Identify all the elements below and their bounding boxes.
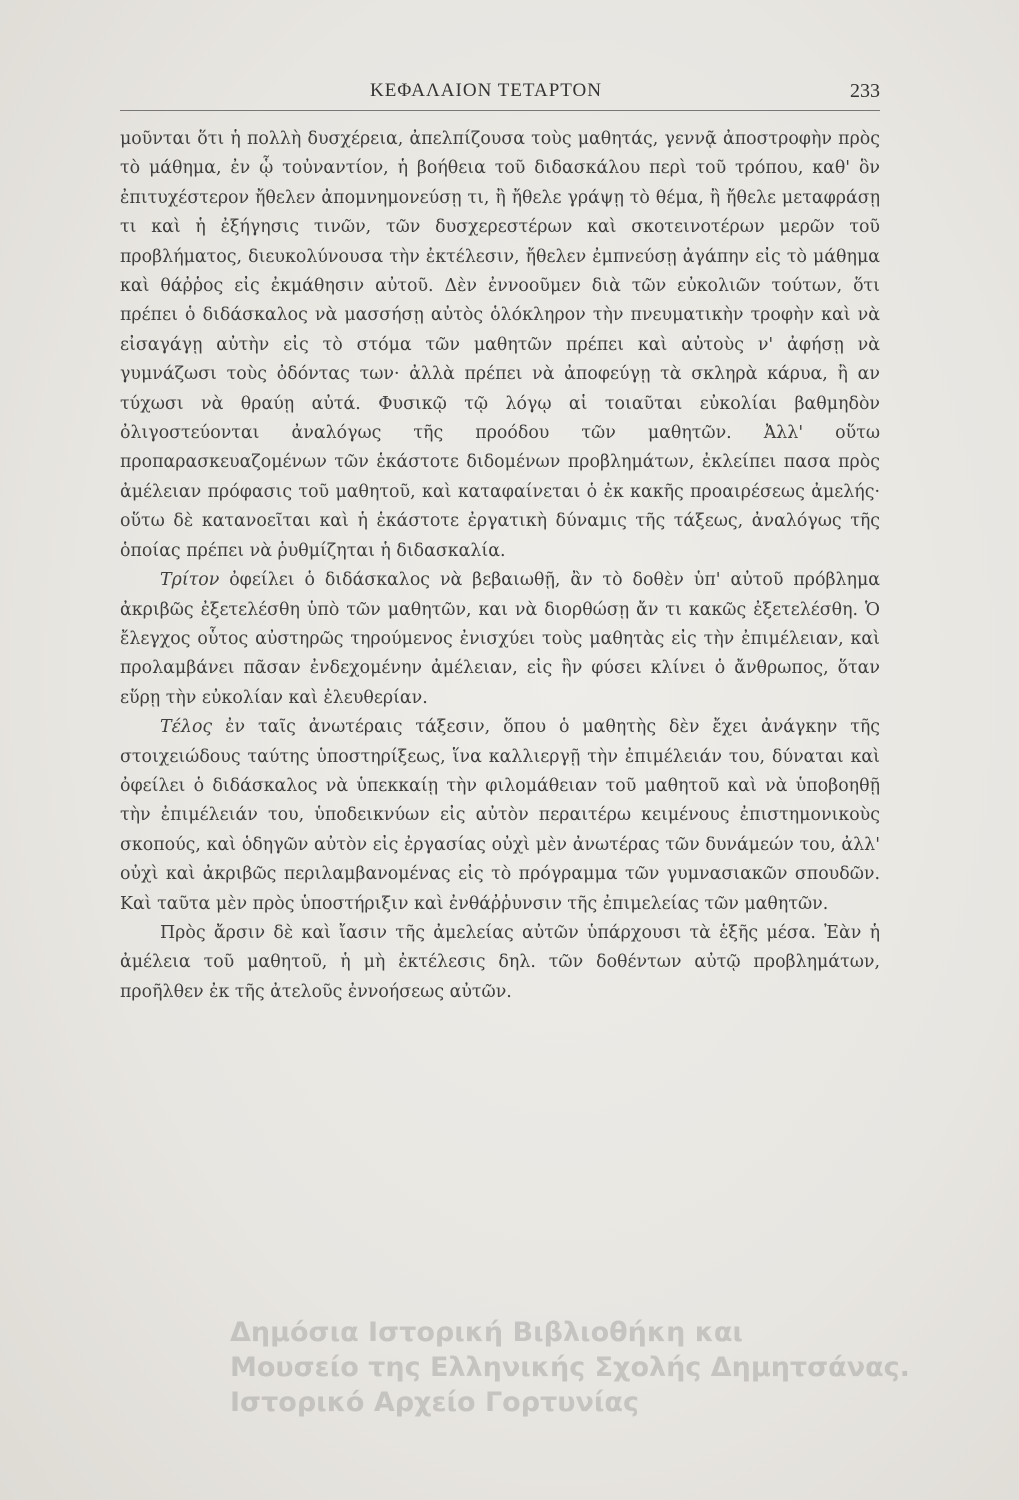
paragraph-third	[120, 566, 880, 713]
paragraph-finally	[120, 713, 880, 919]
paragraph-text: ὀφείλει ὁ διδάσκαλος νὰ βεβαιωθῇ, ἂν τὸ δοθὲν ὑπ' αὐτοῦ πρόβλημα ἀκριβῶς ἐξετελέσθη ὑπὸ τῶν μαθητῶν, και νὰ διορθώσῃ ἄν τι κακῶς ἐξετελέσθη. Ὁ ἔλεγχος οὗτος αὐστηρῶς τηρούμενος ἐνισχύει τοὺς μαθητὰς εἰς τὴν ἐπιμέλειαν, καὶ προλαμβάνει πᾶσαν ἐνδεχομένην ἀμέλειαν, εἰς ἣν φύσει κλίνει ὁ ἄνθρωπος, ὅταν εὕρῃ τὴν εὐκολίαν καὶ ἐλευθερίαν.	[120, 570, 880, 708]
body-text	[120, 125, 880, 1007]
paragraph-lead-italic: Τρίτον	[160, 570, 220, 591]
paragraph-lead-italic: Τέλος	[160, 717, 213, 738]
watermark-line-1: Δημόσια Ιστορική Βιβλιοθήκη και	[230, 1317, 743, 1348]
paragraph-text: Πρὸς ἄρσιν δὲ καὶ ἴασιν τῆς ἀμελείας αὐτῶν ὑπάρχουσι τὰ ἑξῆς μέσα. Ἐὰν ἡ ἀμέλεια τοῦ μαθητοῦ, ἡ μὴ ἐκτέλεσις δηλ. τῶν δοθέντων αὐτῷ προβλημάτων, προῆλθεν ἐκ τῆς ἀτελοῦς ἐννοήσεως αὐτῶν.	[120, 922, 880, 1002]
watermark-line-3: Ιστορικό Αρχείο Γορτυνίας	[230, 1387, 639, 1418]
library-watermark	[180, 1315, 1010, 1420]
header-rule	[120, 110, 880, 111]
paragraph-remedies	[120, 919, 880, 1007]
watermark-line-2: Μουσείο της Ελληνικής Σχολής Δημητσάνας.	[230, 1352, 910, 1383]
paragraph-text: μοῦνται ὅτι ἡ πολλὴ δυσχέρεια, ἀπελπίζουσα τοὺς μαθητάς, γεννᾷ ἀποστροφὴν πρὸς τὸ μάθημα, ἐν ᾧ τοὐναντίον, ἡ βοήθεια τοῦ διδασκάλου περὶ τοῦ τρόπου, καθ' ὃν ἐπιτυχέστερον ἤθελεν ἀπομνημονεύσῃ τι, ἢ ἤθελε γράψῃ τὸ θέμα, ἢ ἤθελε μεταφράσῃ τι καὶ ἡ ἐξήγησις τινῶν, τῶν δυσχερεστέρων καὶ σκοτεινοτέρων μερῶν τοῦ προβλήματος, διευκολύνουσα τὴν ἐκτέλεσιν, ἤθελεν ἐμπνεύσῃ ἀγάπην εἰς τὸ μάθημα καὶ θάῤῥος εἰς ἐκμάθησιν αὐτοῦ. Δὲν ἐννοοῦμεν διὰ τῶν εὐκολιῶν τούτων, ὅτι πρέπει ὁ διδάσκαλος νὰ μασσήσῃ αὐτὸς ὁλόκληρον τὴν πνευματικὴν τροφὴν καὶ νὰ εἰσαγάγῃ αὐτὴν εἰς τὸ στόμα τῶν μαθητῶν πρέπει καὶ αὐτοὺς ν' ἀφήσῃ νὰ γυμνάζωσι τοὺς ὀδόντας των· ἀλλὰ πρέπει νὰ ἀποφεύγῃ τὰ σκληρὰ κάρυα, ἢ αν τύχωσι νὰ θραύῃ αὐτά. Φυσικῷ τῷ λόγῳ αἱ τοιαῦται εὐκολίαι βαθμηδὸν ὀλιγοστεύονται ἀναλόγως τῆς προόδου τῶν μαθητῶν. Ἀλλ' οὕτω προπαρασκευαζομένων τῶν ἑκάστοτε διδομένων προβλημάτων, ἐκλείπει πασα πρὸς ἀμέλειαν πρόφασις τοῦ μαθητοῦ, καὶ καταφαίνεται ὁ ἐκ κακῆς προαιρέσεως ἀμελής· οὕτω δὲ κατανοεῖται καὶ ἡ ἑκάστοτε ἐργατικὴ δύναμις τῆς τάξεως, ἀναλόγως τῆς ὁποίας πρέπει νὰ ῥυθμίζηται ἡ διδασκαλία.	[120, 129, 880, 561]
page-header	[120, 80, 880, 116]
paragraph-continuation	[120, 125, 880, 566]
running-title: ΚΕΦΑΛΑΙΟΝ ΤΕΤΑΡΤΟΝ	[370, 80, 602, 101]
page-number: 233	[850, 80, 880, 102]
paragraph-text: ἐν ταῖς ἀνωτέραις τάξεσιν, ὅπου ὁ μαθητὴς δὲν ἔχει ἀνάγκην τῆς στοιχειώδους ταύτης ὑποστηρίξεως, ἵνα καλλιεργῇ τὴν ἐπιμέλειάν του, δύναται καὶ ὀφείλει ὁ διδάσκαλος νὰ ὑπεκκαίῃ τὴν φιλομάθειαν τοῦ μαθητοῦ καὶ νὰ ὑποβοηθῇ τὴν ἐπιμέλειάν του, ὑποδεικνύων εἰς αὐτὸν περαιτέρω κειμένους ἐπιστημονικοὺς σκοπούς, καὶ ὁδηγῶν αὐτὸν εἰς ἐργασίας οὐχὶ μὲν ἀνωτέρας τῶν δυνάμεών του, ἀλλ' οὐχὶ καὶ ἀκριβῶς περιλαμβανομένας εἰς τὸ πρόγραμμα τῶν γυμνασιακῶν σπουδῶν. Καὶ ταῦτα μὲν πρὸς ὑποστήριξιν καὶ ἐνθάῤῥυνσιν τῆς ἐπιμελείας τῶν μαθητῶν.	[120, 717, 880, 914]
